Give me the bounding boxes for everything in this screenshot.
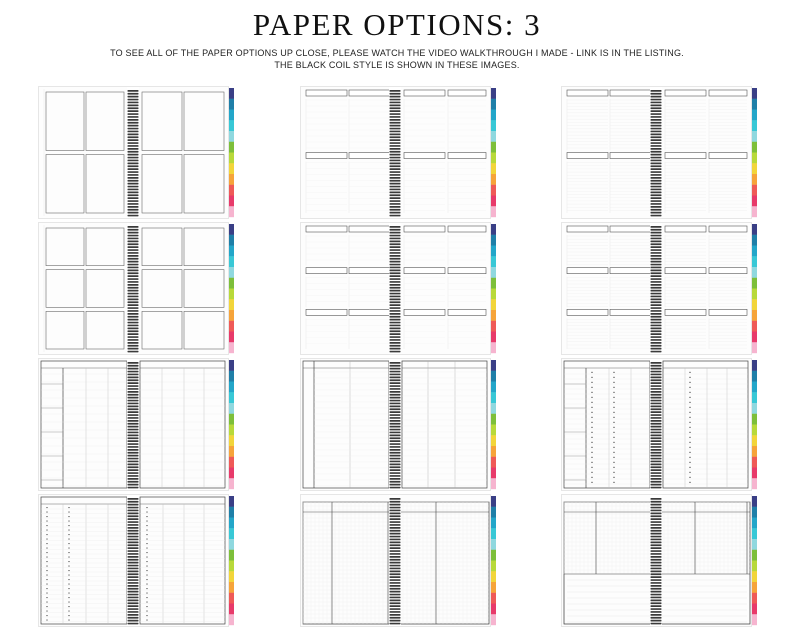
header-box (404, 226, 445, 232)
header-box (448, 153, 486, 159)
planner-preview-graph-grid (300, 494, 496, 627)
color-tab (491, 267, 496, 278)
color-tab (491, 414, 496, 425)
planner-preview-headers-2-rows-lined (561, 86, 757, 219)
color-tab (229, 196, 234, 207)
planner-preview-grid-2x2-boxes (38, 86, 234, 219)
color-tab (491, 446, 496, 457)
header-box (665, 226, 706, 232)
color-tab (229, 425, 234, 436)
header-box (306, 226, 347, 232)
color-tab (491, 496, 496, 507)
color-tab (491, 371, 496, 382)
color-tab (752, 321, 757, 332)
color-tab (752, 468, 757, 479)
color-tab (491, 561, 496, 572)
header-box (610, 90, 651, 96)
planner-drawing (300, 494, 496, 627)
color-tab (229, 446, 234, 457)
header-box (709, 226, 747, 232)
color-tab (752, 131, 757, 142)
color-tab (229, 153, 234, 164)
color-tab (229, 163, 234, 174)
header-box (349, 268, 390, 274)
planner-preview-weekly-columns (38, 358, 234, 491)
color-tab (491, 403, 496, 414)
planner-drawing (38, 494, 234, 627)
header-box (709, 309, 747, 315)
color-tab (491, 153, 496, 164)
header-box (448, 268, 486, 274)
color-tab (491, 235, 496, 246)
color-tab (752, 342, 757, 353)
color-tab (752, 289, 757, 300)
planner-preview-headers-3-rows (300, 222, 496, 355)
planner-drawing (561, 222, 757, 355)
color-tab (752, 561, 757, 572)
color-tab (229, 604, 234, 615)
planner-preview-weekly-columns-vertical (300, 358, 496, 491)
color-tab (752, 88, 757, 99)
planner-drawing (38, 86, 234, 219)
color-tab (752, 604, 757, 615)
color-tab (229, 496, 234, 507)
color-tab (229, 392, 234, 403)
color-tab (752, 539, 757, 550)
color-tab (229, 278, 234, 289)
color-tab (229, 571, 234, 582)
color-tab (229, 582, 234, 593)
color-tab (491, 206, 496, 217)
color-tab (752, 235, 757, 246)
planner-preview-headers-2-rows (300, 86, 496, 219)
color-tab (491, 507, 496, 518)
header-box (349, 90, 390, 96)
header-box (665, 90, 706, 96)
header-box (709, 153, 747, 159)
color-tab (491, 224, 496, 235)
color-tab (491, 539, 496, 550)
color-tab (491, 582, 496, 593)
header-box (349, 153, 390, 159)
planner-drawing (300, 86, 496, 219)
header-box (610, 268, 651, 274)
color-tab (229, 457, 234, 468)
header-box (404, 268, 445, 274)
planner-drawing (300, 222, 496, 355)
header-box (567, 153, 608, 159)
planner-drawing (561, 494, 757, 627)
color-tab (229, 561, 234, 572)
planner-drawing (38, 358, 234, 491)
color-tab (491, 342, 496, 353)
header-box (665, 309, 706, 315)
color-tab (491, 382, 496, 393)
header-box (567, 268, 608, 274)
color-tab (229, 478, 234, 489)
color-tab (491, 604, 496, 615)
color-tab (229, 414, 234, 425)
header-box (567, 309, 608, 315)
color-tab (491, 614, 496, 625)
header-box (306, 268, 347, 274)
color-tab (229, 289, 234, 300)
color-tab (491, 550, 496, 561)
color-tab (752, 299, 757, 310)
color-tab (491, 593, 496, 604)
color-tab (229, 88, 234, 99)
color-tab (229, 614, 234, 625)
color-tab (752, 403, 757, 414)
color-tab (491, 99, 496, 110)
color-tab (229, 185, 234, 196)
header-box (448, 309, 486, 315)
color-tab (229, 142, 234, 153)
color-tab (229, 267, 234, 278)
color-tab (491, 110, 496, 121)
color-tab (752, 246, 757, 257)
color-tab (491, 392, 496, 403)
color-tab (229, 131, 234, 142)
color-tab (752, 110, 757, 121)
color-tab (752, 518, 757, 529)
color-tab (491, 332, 496, 343)
color-tab (229, 550, 234, 561)
color-tab (229, 435, 234, 446)
coil-style-note: THE BLACK COIL STYLE IS SHOWN IN THESE IMAGES. (274, 60, 520, 70)
color-tab (491, 310, 496, 321)
planner-preview-headers-3-rows-lined (561, 222, 757, 355)
color-tab (752, 224, 757, 235)
color-tab (752, 507, 757, 518)
color-tab (752, 310, 757, 321)
color-tab (229, 321, 234, 332)
header-box (349, 309, 390, 315)
color-tab (229, 593, 234, 604)
color-tab (752, 550, 757, 561)
color-tab (491, 571, 496, 582)
color-tab (752, 153, 757, 164)
color-tab (752, 332, 757, 343)
color-tab (229, 299, 234, 310)
color-tab (491, 256, 496, 267)
color-tab (491, 321, 496, 332)
color-tab (491, 528, 496, 539)
color-tab (752, 206, 757, 217)
color-tab (491, 278, 496, 289)
color-tab (491, 120, 496, 131)
color-tab (491, 435, 496, 446)
color-tab (752, 435, 757, 446)
color-tab (752, 267, 757, 278)
color-tab (491, 518, 496, 529)
color-tab (491, 131, 496, 142)
color-tab (229, 332, 234, 343)
color-tab (752, 425, 757, 436)
color-tab (491, 163, 496, 174)
header-box (567, 90, 608, 96)
instructions-line: TO SEE ALL OF THE PAPER OPTIONS UP CLOSE, PLEASE WATCH THE VIDEO WALKTHROUGH I MADE - LINK IS IN THE LISTING. (110, 48, 684, 58)
color-tab (752, 496, 757, 507)
color-tab (491, 246, 496, 257)
color-tab (229, 256, 234, 267)
color-tab (491, 289, 496, 300)
color-tab (229, 360, 234, 371)
color-tab (752, 528, 757, 539)
planner-preview-graph-grid-lined (561, 494, 757, 627)
color-tab (229, 518, 234, 529)
header-box (567, 226, 608, 232)
color-tab (752, 163, 757, 174)
header-box (610, 309, 651, 315)
color-tab (229, 342, 234, 353)
color-tab (229, 174, 234, 185)
color-tab (491, 174, 496, 185)
color-tab (752, 278, 757, 289)
header-box (404, 153, 445, 159)
color-tab (229, 235, 234, 246)
color-tab (752, 185, 757, 196)
color-tab (229, 224, 234, 235)
header-box (709, 90, 747, 96)
planner-drawing (300, 358, 496, 491)
planner-preview-grid-3x2-boxes (38, 222, 234, 355)
color-tab (491, 196, 496, 207)
color-tab (491, 457, 496, 468)
header-box (610, 153, 651, 159)
header-box (448, 226, 486, 232)
header-box (349, 226, 390, 232)
color-tab (752, 593, 757, 604)
color-tab (229, 371, 234, 382)
color-tab (491, 142, 496, 153)
color-tab (229, 99, 234, 110)
color-tab (491, 299, 496, 310)
color-tab (229, 507, 234, 518)
color-tab (229, 206, 234, 217)
color-tab (491, 478, 496, 489)
color-tab (491, 425, 496, 436)
color-tab (752, 614, 757, 625)
page-title: PAPER OPTIONS: 3 (252, 7, 542, 42)
planner-preview-dated-table-notes (38, 494, 234, 627)
planner-drawing (38, 222, 234, 355)
color-tab (752, 414, 757, 425)
color-tab (491, 88, 496, 99)
color-tab (752, 256, 757, 267)
header-box (404, 90, 445, 96)
color-tab (752, 120, 757, 131)
color-tab (752, 142, 757, 153)
planner-drawing (561, 358, 757, 491)
color-tab (752, 571, 757, 582)
color-tab (229, 539, 234, 550)
color-tab (229, 310, 234, 321)
header-box (665, 153, 706, 159)
color-tab (491, 360, 496, 371)
color-tab (491, 185, 496, 196)
color-tab (752, 99, 757, 110)
color-tab (752, 478, 757, 489)
color-tab (752, 392, 757, 403)
header-box (610, 226, 651, 232)
color-tab (229, 110, 234, 121)
color-tab (752, 446, 757, 457)
header-box (665, 268, 706, 274)
color-tab (229, 403, 234, 414)
color-tab (752, 382, 757, 393)
color-tab (752, 582, 757, 593)
header-box (448, 90, 486, 96)
color-tab (229, 120, 234, 131)
color-tab (229, 528, 234, 539)
header-box (306, 309, 347, 315)
planner-drawing (561, 86, 757, 219)
header-box (404, 309, 445, 315)
header-box (306, 90, 347, 96)
color-tab (229, 246, 234, 257)
color-tab (229, 382, 234, 393)
header-box (709, 268, 747, 274)
color-tab (752, 360, 757, 371)
color-tab (752, 174, 757, 185)
color-tab (752, 196, 757, 207)
color-tab (229, 468, 234, 479)
planner-preview-weekly-columns-dated (561, 358, 757, 491)
header-box (306, 153, 347, 159)
color-tab (752, 457, 757, 468)
color-tab (491, 468, 496, 479)
color-tab (752, 371, 757, 382)
